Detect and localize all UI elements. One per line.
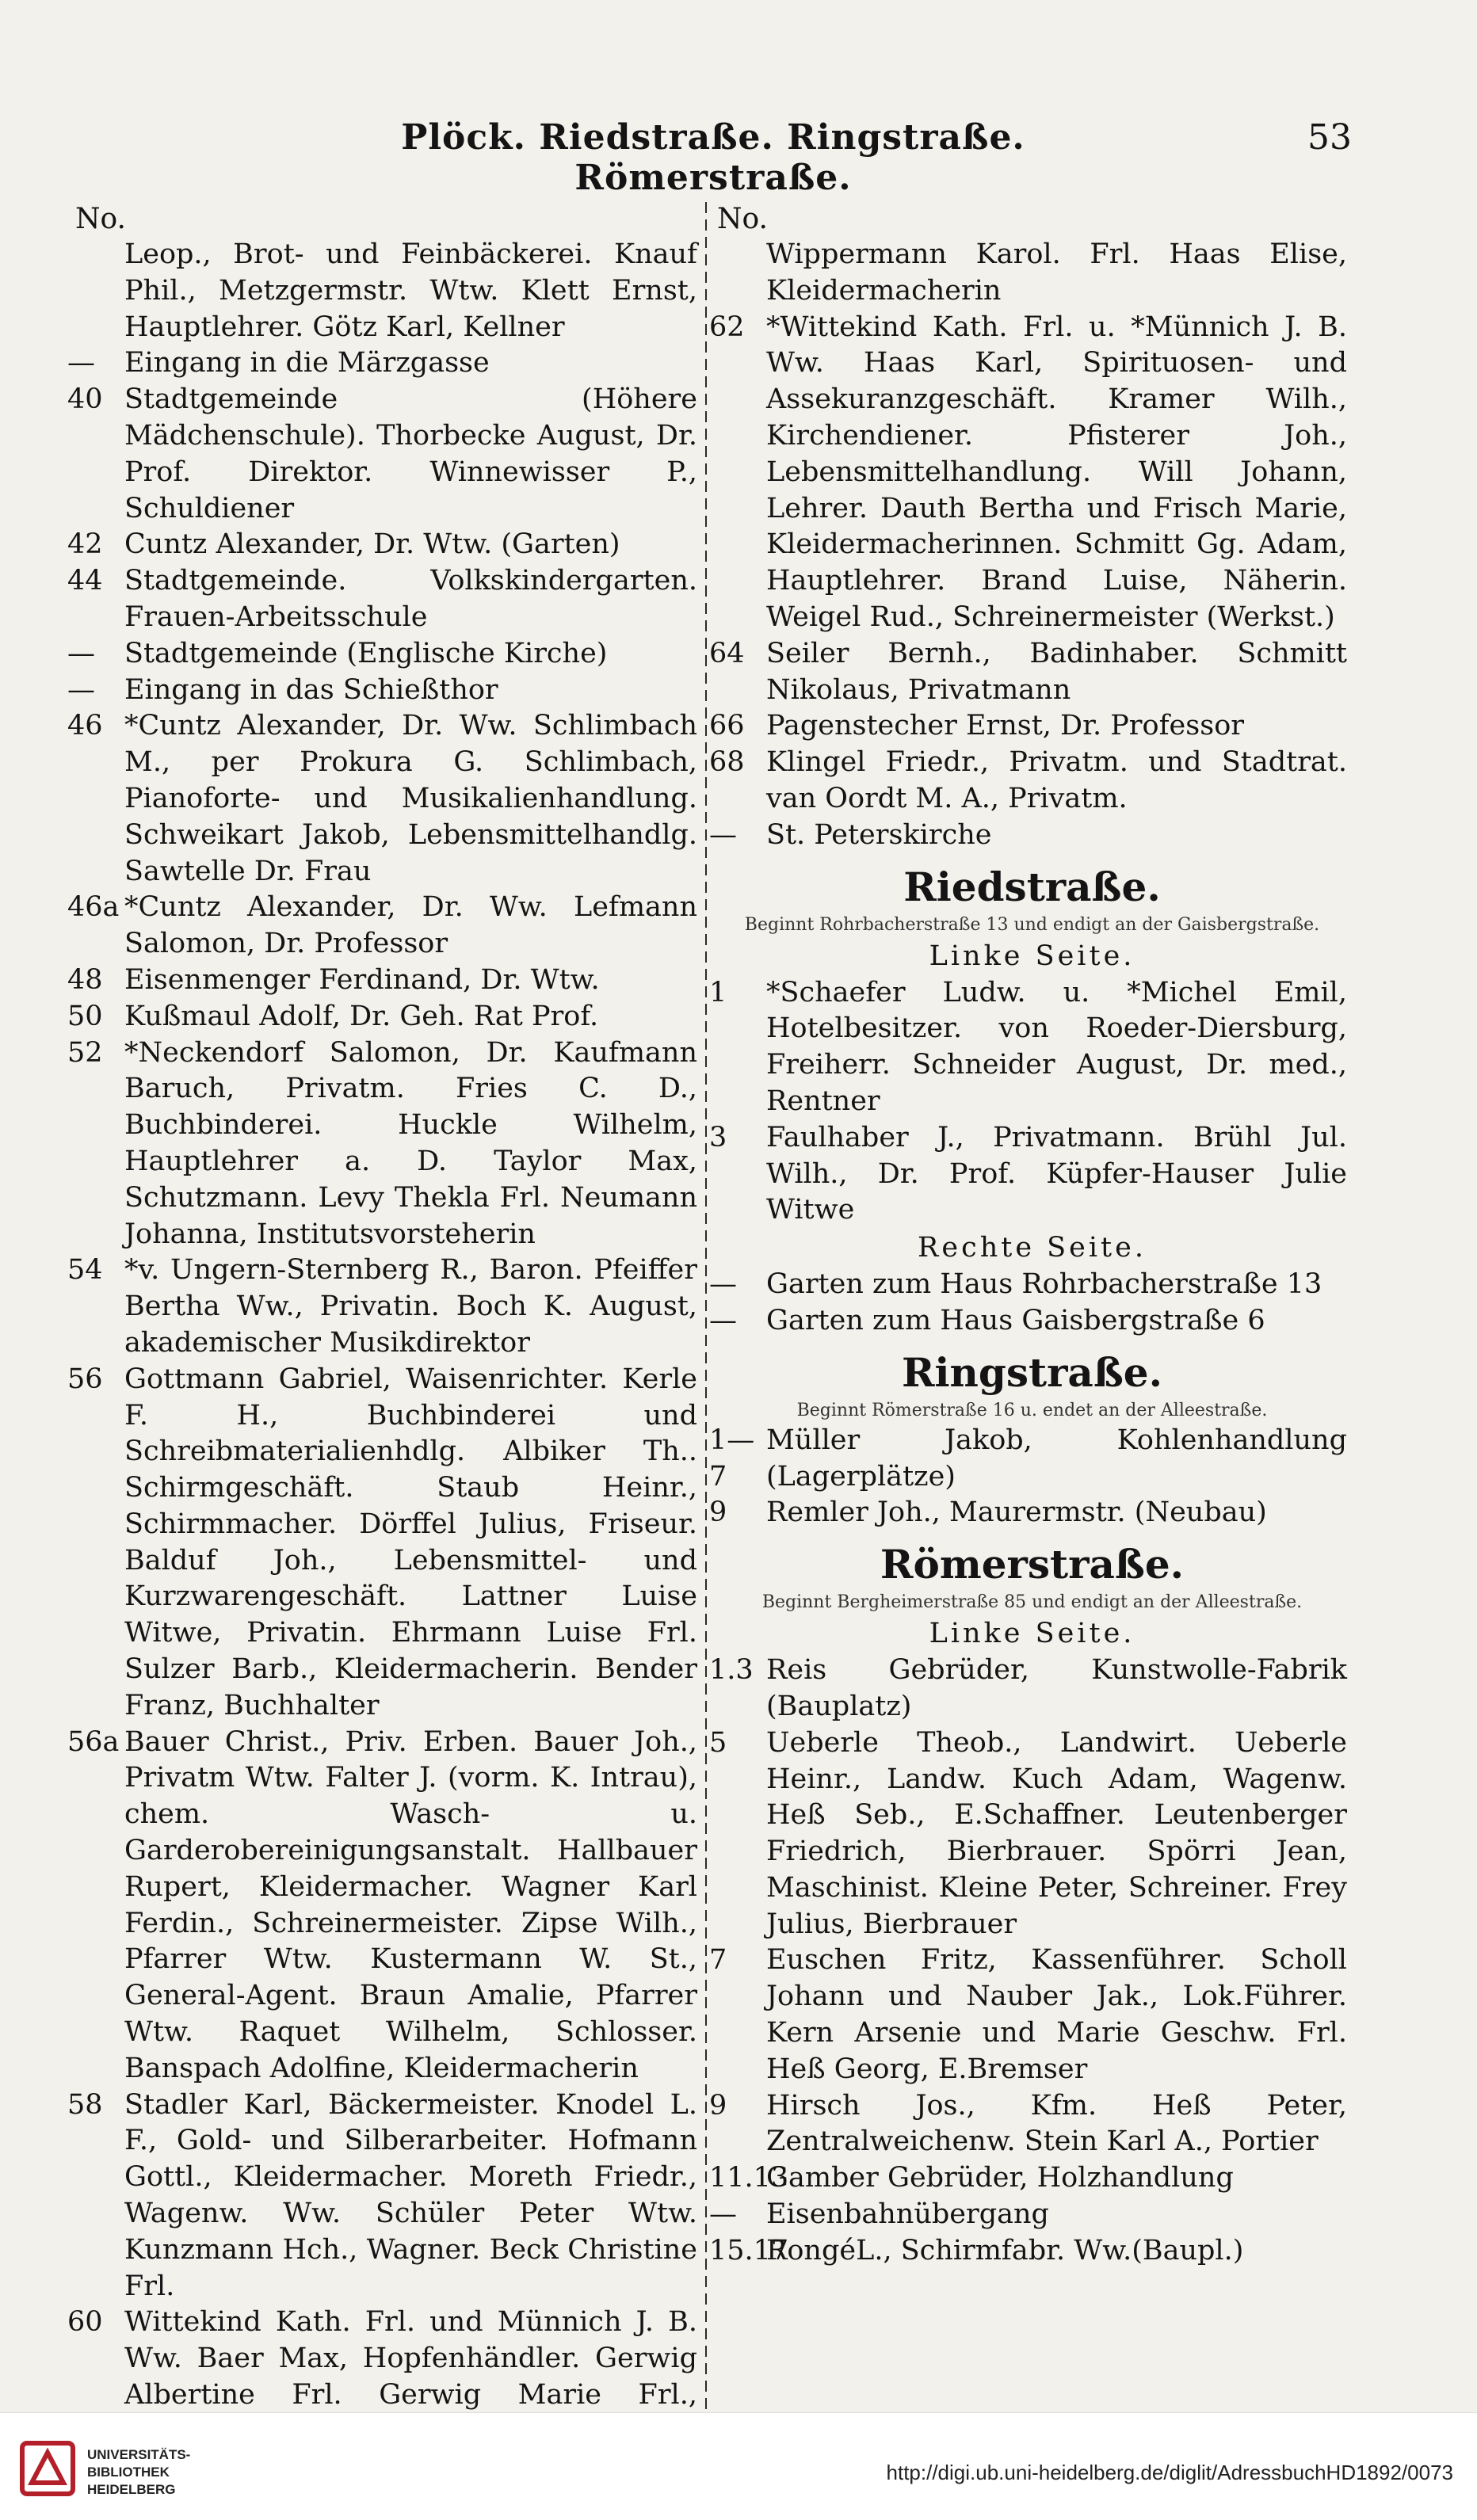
house-number: 62 <box>709 311 745 343</box>
entry-text: Ueberle Theob., Landwirt. Ueberle Heinr., Landw. Kuch Adam, Wagenw. Heß Seb., E.Schaffner. Leutenberger Friedrich, Bierbrauer. Spörri Jean, Maschinist. Kleine Peter, Schreiner. Frey Julius, Bierbrauer <box>766 1726 1347 1940</box>
library-logo <box>16 2429 190 2516</box>
entry-text: Bauer Christ., Priv. Erben. Bauer Joh., Privatm Wtw. Falter J. (vorm. K. Intrau), chem. Wasch- u. Garderobereinigungsanstalt. Hallbauer Rupert, Kleidermacher. Wagner Karl Ferdin., Schreinermeister. Zipse Wilh., Pfarrer Wtw. Kustermann W. St., General-Agent. Braun Amalie, Pfarrer Wtw. Raquet Wilhelm, Schlosser. Banspach Adolfine, Kleidermacherin <box>124 1725 697 2084</box>
entry-text: Garten zum Haus Rohrbacherstraße 13 <box>766 1268 1322 1301</box>
list-item <box>709 1267 1347 1303</box>
entry-text: Müller Jakob, Kohlenhandlung (Lagerplätze) <box>766 1424 1347 1493</box>
list-item <box>67 1725 697 2087</box>
section-note: Beginnt Römerstraße 16 u. endet an der Alleestraße. <box>796 1400 1268 1420</box>
house-number: 56a <box>67 1725 120 1758</box>
right-entry-list <box>709 237 1347 854</box>
house-number: 15.17 <box>709 2234 789 2266</box>
house-number: 7 <box>709 1944 727 1977</box>
house-number: 1—7 <box>709 1424 755 1493</box>
house-number: — <box>709 818 737 851</box>
house-number: 48 <box>67 963 103 996</box>
list-item <box>67 708 697 890</box>
list-item <box>67 999 697 1035</box>
house-number: 68 <box>709 746 745 779</box>
list-item <box>67 1362 697 1725</box>
list-item <box>67 1252 697 1361</box>
page-footer <box>0 2412 1477 2520</box>
entry-text: Wippermann Karol. Frl. Haas Elise, Kleidermacherin <box>766 238 1347 307</box>
entry-text: Hirsch Jos., Kfm. Heß Peter, Zentralweichenw. Stein Karl A., Portier <box>766 2089 1347 2158</box>
side-label-left: Linke Seite. <box>929 940 1135 972</box>
list-item <box>709 1303 1347 1340</box>
ried-right-list <box>709 1267 1347 1340</box>
list-item <box>75 237 697 345</box>
list-item <box>67 636 697 673</box>
entry-text: Eingang in die Märzgasse <box>124 347 490 379</box>
entry-text: *Cuntz Alexander, Dr. Ww. Schlimbach M., per Prokura G. Schlimbach, Pianoforte- und Musikalienhandlung. Schweikart Jakob, Lebensmittelhandlg. Sawtelle Dr. Frau <box>124 710 697 887</box>
entry-text: Reis Gebrüder, Kunstwolle-Fabrik (Bauplatz) <box>766 1654 1347 1722</box>
list-item <box>709 1495 1347 1531</box>
house-number: 52 <box>67 1036 103 1069</box>
right-column <box>709 202 1347 2270</box>
list-item <box>67 382 697 527</box>
entry-text: Garten zum Haus Gaisbergstraße 6 <box>766 1304 1265 1336</box>
entry-text: Eisenmenger Ferdinand, Dr. Wtw. <box>124 963 600 996</box>
list-item <box>67 563 697 636</box>
house-number: 40 <box>67 383 103 416</box>
house-number: 9 <box>709 2089 727 2122</box>
section-title: Riedstraße. <box>903 863 1161 910</box>
logo-line: HEIDELBERG <box>87 2482 176 2497</box>
house-number: 56 <box>67 1363 103 1395</box>
ring-list <box>709 1423 1347 1531</box>
source-url-link[interactable]: http://digi.ub.uni-heidelberg.de/diglit/AdressbuchHD1892/0073 <box>886 2461 1453 2484</box>
entry-text: Eisenbahnübergang <box>766 2198 1049 2231</box>
list-item <box>709 1942 1347 2087</box>
page-header <box>0 117 1477 198</box>
house-number: 46a <box>67 891 120 924</box>
house-number: — <box>67 347 95 379</box>
list-item <box>67 673 697 709</box>
house-number: 44 <box>67 565 103 597</box>
house-number: 42 <box>67 528 103 561</box>
list-item <box>709 310 1347 636</box>
section-riedstrasse <box>709 863 1347 1340</box>
entry-text: Wittekind Kath. Frl. und Münnich J. B. Ww. Baer Max, Hopfenhändler. Gerwig Albertine Frl. Gerwig Marie Frl., <box>124 2306 697 2411</box>
list-item <box>717 237 1347 310</box>
list-item <box>709 708 1347 745</box>
house-number: — <box>67 637 95 669</box>
entry-text: *Schaefer Ludw. u. *Michel Emil, Hotelbesitzer. von Roeder-Diersburg, Freiherr. Schneider August, Dr. med., Rentner <box>766 976 1347 1117</box>
house-number: 1.3 <box>709 1654 754 1687</box>
entry-text: Stadtgemeinde (Höhere Mädchenschule). Thorbecke August, Dr. Prof. Direktor. Winnewisser P., Schuldiener <box>124 383 697 524</box>
house-number: 64 <box>709 637 745 669</box>
column-no-label: No. <box>75 203 126 235</box>
house-number: 50 <box>67 1000 103 1032</box>
section-roemerstrasse <box>709 1541 1347 2270</box>
column-no-label: No. <box>717 203 768 235</box>
list-item <box>709 1120 1347 1229</box>
list-item <box>67 345 697 382</box>
house-number: — <box>709 1304 737 1336</box>
house-number: 58 <box>67 2088 103 2121</box>
house-number: 66 <box>709 710 745 742</box>
list-item <box>709 818 1347 854</box>
entry-text: Faulhaber J., Privatmann. Brühl Jul. Wilh., Dr. Prof. Küpfer-Hauser Julie Witwe <box>766 1121 1347 1226</box>
left-entry-list <box>67 237 697 2450</box>
logo-line: UNIVERSITÄTS- <box>87 2447 191 2462</box>
list-item <box>709 745 1347 818</box>
entry-text: Kußmaul Adolf, Dr. Geh. Rat Prof. <box>124 1000 599 1032</box>
side-label-left: Linke Seite. <box>929 1618 1135 1650</box>
side-label-right: Rechte Seite. <box>918 1232 1147 1264</box>
list-item <box>67 963 697 999</box>
list-item <box>709 1653 1347 1725</box>
entry-text: *Wittekind Kath. Frl. u. *Münnich J. B. Ww. Haas Karl, Spirituosen- und Assekuranzgeschäft. Kramer Wilh., Kirchendiener. Pfisterer Joh., Lebensmittelhandlung. Will Johann, Lehrer. Dauth Bertha und Frisch Marie, Kleidermacherinnen. Schmitt Gg. Adam, Hauptlehrer. Brand Luise, Näherin. Weigel Rud., Schreinermeister (Werkst.) <box>766 311 1347 633</box>
ried-left-list <box>709 975 1347 1230</box>
house-number: 54 <box>67 1254 103 1287</box>
list-item <box>709 1423 1347 1496</box>
house-number: — <box>709 1268 737 1301</box>
entry-text: Klingel Friedr., Privatm. und Stadtrat. van Oordt M. A., Privatm. <box>766 746 1347 814</box>
house-number: — <box>67 673 95 706</box>
section-note: Beginnt Bergheimerstraße 85 und endigt an der Alleestraße. <box>761 1592 1303 1613</box>
house-number: 1 <box>709 976 727 1008</box>
entry-text: Seiler Bernh., Badinhaber. Schmitt Nikolaus, Privatmann <box>766 637 1347 706</box>
list-item <box>709 975 1347 1120</box>
list-item <box>709 2233 1347 2270</box>
entry-text: Gottmann Gabriel, Waisenrichter. Kerle F. H., Buchbinderei und Schreibmaterialienhdlg. Albiker Th.. Schirmgeschäft. Staub Heinr., Schirmmacher. Dörffel Julius, Friseur. Balduf Joh., Lebensmittel- und Kurzwarengeschäft. Lattner Luise Witwe, Privatin. Ehrmann Luise Frl. Sulzer Barb., Kleidermacherin. Bender Franz, Buchhalter <box>124 1363 697 1721</box>
section-note: Beginnt Rohrbacherstraße 13 und endigt an der Gaisbergstraße. <box>744 914 1320 935</box>
entry-text: Stadtgemeinde. Volkskindergarten. Frauen-Arbeitsschule <box>124 565 697 633</box>
list-item <box>709 2160 1347 2197</box>
section-ringstrasse <box>709 1348 1347 1531</box>
house-number: 60 <box>67 2306 103 2339</box>
entry-text: Euschen Fritz, Kassenführer. Scholl Johann und Nauber Jak., Lok.Führer. Kern Arsenie und Marie Geschw. Frl. Heß Georg, E.Bremser <box>766 1944 1347 2085</box>
house-number: 9 <box>709 1496 727 1529</box>
house-number: 11.13 <box>709 2162 789 2194</box>
entry-text: Gamber Gebrüder, Holzhandlung <box>766 2162 1234 2194</box>
list-item <box>709 636 1347 709</box>
entry-text: *Neckendorf Salomon, Dr. Kaufmann Baruch, Privatm. Fries C. D., Buchbinderei. Huckle Wilhelm, Hauptlehrer a. D. Taylor Max, Schutzmann. Levy Thekla Frl. Neumann Johanna, Institutsvorsteherin <box>124 1036 697 1250</box>
section-title: Ringstraße. <box>901 1348 1163 1396</box>
entry-text: Pagenstecher Ernst, Dr. Professor <box>766 710 1244 742</box>
left-column <box>67 202 697 2450</box>
list-item <box>709 2088 1347 2161</box>
list-item <box>709 2197 1347 2233</box>
column-divider <box>705 202 707 2468</box>
entry-text: Remler Joh., Maurermstr. (Neubau) <box>766 1496 1267 1529</box>
entry-text: Stadler Karl, Bäckermeister. Knodel L. F., Gold- und Silberarbeiter. Hofmann Gottl., Kleidermacher. Moreth Friedr., Wagenw. Ww. Schüler Peter Wtw. Kunzmann Hch., Wagner. Beck Christine Frl. <box>124 2088 697 2302</box>
section-title: Römerstraße. <box>880 1541 1185 1588</box>
logo-line: BIBLIOTHEK <box>87 2465 170 2480</box>
entry-text: St. Peterskirche <box>766 818 992 851</box>
library-seal-icon <box>16 2437 79 2500</box>
list-item <box>67 890 697 963</box>
entry-text: Stadtgemeinde (Englische Kirche) <box>124 637 608 669</box>
house-number: — <box>709 2198 737 2231</box>
house-number: 3 <box>709 1121 727 1153</box>
entry-text: Leop., Brot- und Feinbäckerei. Knauf Phil., Metzgermstr. Wtw. Klett Ernst, Hauptlehrer. Götz Karl, Kellner <box>124 238 697 343</box>
list-item <box>67 1035 697 1253</box>
list-item <box>67 2087 697 2305</box>
entry-text: Cuntz Alexander, Dr. Wtw. (Garten) <box>124 528 620 561</box>
entry-text: *Cuntz Alexander, Dr. Ww. Lefmann Salomon, Dr. Professor <box>124 891 697 960</box>
house-number: 5 <box>709 1726 727 1759</box>
list-item <box>67 527 697 563</box>
page-title: Plöck. Riedstraße. Ringstraße. Römerstraße. <box>401 117 1025 198</box>
entry-text: Eingang in das Schießthor <box>124 673 498 706</box>
entry-text: RongéL., Schirmfabr. Ww.(Baupl.) <box>766 2234 1244 2266</box>
house-number: 46 <box>67 710 103 742</box>
page-number: 53 <box>1307 117 1352 158</box>
entry-text: *v. Ungern-Sternberg R., Baron. Pfeiffer Bertha Ww., Privatin. Boch K. August, akademischer Musikdirektor <box>124 1254 697 1359</box>
roemer-list <box>709 1653 1347 2270</box>
list-item <box>709 1725 1347 1943</box>
